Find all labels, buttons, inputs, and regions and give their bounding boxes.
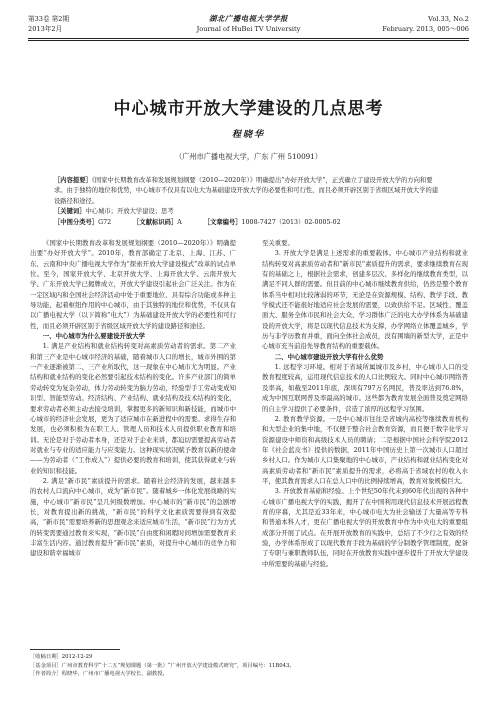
doc-code-label: ［文献标识码］ — [133, 218, 178, 226]
clc — [54, 218, 111, 228]
footnote-rule — [30, 649, 120, 650]
header-rule — [28, 38, 469, 39]
classification-row — [54, 218, 444, 228]
paragraph-2-1: 1. 远程学习环境。相对于省域所属城市及乡村，中心城市人口的受教育程度较高，运用现代信息技术的人口比例较大。同时中心城市网络普及率高，如截至2011年底，深圳有797万名网民，普及率达到76.8%，成为中国互联网普及率最高的城市。这些都为教育发展全面普及奠定网络的自主学习提供了必要条件，营造了浓厚的远程学习氛围。 — [262, 363, 468, 413]
clc-label: ［中图分类号］ — [54, 218, 99, 226]
section-heading-2: 二、中心城市建设开放大学有什么优势 — [274, 352, 384, 361]
doc-code — [133, 218, 182, 228]
footnotes — [30, 653, 470, 679]
paragraph-2-2: 2. 教育教学资源。一是中心城市往往是省城内高校等继续教育机构和大型企业的集中地，不仅便于整合社会教育资源，而且便于数字化学习资源建设中师资和高级技术人员的聘请；二是根据中国社会科学院2012年《社会蓝皮书》提供的数据，2011年中国历史上第一次城市人口超过乡村人口。作为城市人口集聚地的中心城市，产业结构和就业结构变化对高素质劳动者和“新市民”素质提升的需求，必将高于省域农村的收入水平，使其教育需求人口在总人口中的比例持续增高，教育对象规模巨大。 — [262, 414, 468, 485]
journal-name-cn: 湖北广播电视大学学报 — [209, 14, 288, 23]
paragraph-1-2: 2. 满足“新市民”素质提升的需求。随着社会经济的发展，越来越多的农村人口流向中心城市，成为“新市民”。随着城乡一体化发展战略的实施，中心城市“新市民”呈几何级数增加。中心城市的“新市民”的急剧增长，对教育提出新的挑战，“新市民”的科学文化素质需要得到有效提高，“新市民”需要培养新的思想观念来适应城市生活，“新市民”行为方式的转变需要通过教育来实现，“新市民”自由度和闲暇时间增加需要教育来丰富生活内容。通过教育提升“新市民”素质，对提升中心城市的竞争力和建设和谐幸福城市 — [30, 476, 236, 558]
issue-date: 2013年2月 — [28, 25, 63, 33]
paragraph-2-3: 3. 开放教育基础和经验。上个世纪50年代末到60年代出现的各种中心城市广播电视大学的实践，揭开了在中国利用现代信息技术开展远程教育的序幕，尤其是近33年来，中心城市电大为社会输送了大量高等专科和普通本科人才，更在广播电视大学的开放教育中作为中央电大的重要组成部分开展了试点。在开展开放教育的实践中，总结了不少行之有效的经验，办学体系形成了以现代教育手段为基础的学分制教学管理制度，配备了专职与兼职教师队伍，同时在开放教育实践中逐步提升了开放大学建设中所需要的基础与经验。 — [262, 487, 468, 568]
keywords — [54, 207, 444, 217]
abstract-label: ［内容提要］ — [54, 177, 92, 184]
section-heading-1: 一、中心城市为什么要建设开放大学 — [42, 332, 146, 341]
body-column-right — [262, 238, 468, 569]
author-bio: ［作者简介］程晓华，广州市广播电视大学校长，副教授。 — [30, 671, 168, 678]
paragraph-continued: 至关重要。 — [262, 239, 294, 247]
abstract — [54, 176, 444, 207]
volume-issue: 第33卷 第2期 — [28, 15, 70, 23]
paragraph-1-1: 1. 满足产业结构和就业结构转变对高素质劳动者的需求。第二产业和第三产业是中心城市经济的基础，随着城市人口的增长，城市外围的第一产业逐渐被第二、三产业所取代，这一现象在中心城市尤为明显。产业结构和就业结构的变化必然要引起技术结构的变化。许多产业部门的简单劳动转变为复杂劳动，体力劳动转变为脑力劳动，经验型手工劳动变成知识型、智能型劳动。经济结构、产业结构、就业结构及技术结构的变化，要求劳动者必须主动去接受培训，掌握更多的新知识和新技能，而城市中心城市的经济社会发展，更为了适应城市在新进程中的需要。求得生存和发展，也必须积极为在职工人、管理人员和技术人员提供职业教育和培训。无论是对于劳动者本身，还是对于企业来讲，都迫切需要提高劳动者对就业与专业的适应能力与应变能力。这种现实状况赋予教育以新的使命——为劳动者（“工作成人”）提供必要的教育和培训，使其获得就业与转业的知识和技能。 — [30, 342, 236, 475]
received-date: ［收稿日期］2012-12-29 — [30, 654, 93, 660]
header-rule-thin — [28, 40, 469, 41]
doc-code-value: A — [177, 218, 182, 226]
running-header — [28, 14, 469, 40]
date-pages-en: February. 2013, 005～006 — [382, 25, 469, 33]
volume-info-en — [382, 14, 469, 34]
abstract-block — [54, 176, 444, 228]
article-no-label: ［文章编号］ — [203, 218, 242, 226]
body-column-left — [30, 238, 236, 559]
intro-paragraph: 《国家中长期教育改革和发展规划纲要（2010—2020年）》明确提出要“办好开放大学”。2010年，教育部确定了北京、上海、江苏、广东、云南和中央广播电视大学作为“探索开放大学建设模式”改革的试点单位。至今，国家开放大学、北京开放大学、上海开放大学、云南开放大学、广东开放大学已揭牌成立，开放大学建设引起社会广泛关注。作为在一定区域内和全国社会经济活动中处于重要地位、具有综合功能或多种主导功能、起着枢纽作用的中心城市，由于其独特的地位和优势，不仅具有以广播电视大学（以下简称“电大”）为基础建设开放大学的必要性和可行性，而且必须开辟区别于省级区域开放大学的建设路径和途径。 — [30, 239, 236, 330]
author-affiliation: （广州市广播电视大学，广东 广州 510091） — [174, 152, 322, 161]
fund-project: ［基金项目］广州市教育科学“十二五”规划课题（第一批）“广州开放大学建设模式研究”，项目编号：11B043。 — [30, 662, 295, 669]
abstract-text: 《国家中长期教育改革和发展规划纲要（2010—2020年）》明确提出“办好开放大学”，正式确立了建设开放大学的方向和要求。由于独特的地位和优势，中心城市不仅具有以电大为基础建设开放大学的必要性和可行性，而且必须开辟区别于省级区域开放大学的建设路径和途径。 — [54, 177, 439, 205]
clc-value: G72 — [98, 218, 112, 226]
article-no — [204, 218, 341, 228]
author-name: 程晓华 — [231, 130, 265, 140]
journal-name-en: Journal of HuBei TV University — [196, 25, 301, 33]
paragraph-1-3: 3. 开放大学是满足上述需求的重要载体。中心城市产业结构和就业结构转变对高素质劳动者和“新市民”素质提升的需求，要求继续教育在现有的基础之上，根据社会需求，创建多层次、多样化的继续教育类型，以满足不同人群的需要。但目前的中心城市继续教育供给，仍然是整个教育体系当中相对比较薄弱的环节，无论是在资源规模、结构、教学手段、教学模式还不能很好地适应社会发展的需要，以致供给不足。区域性、覆盖面大、服务全体市民和社会大众、学习群体广泛的电大办学体系为基础建设的开放大学，将是以现代信息技术为支撑，办学网络立体覆盖城乡，学历与非学历教育并重，面向全体社会成员，没有围墙的新型大学，正是中心城市充当前沿先导教育结构的重要载体。 — [262, 249, 468, 351]
article-no-value: 1008-7427（2013）02-0005-02 — [241, 218, 341, 226]
article-title: 中心城市开放大学建设的几点思考 — [113, 99, 384, 119]
volume-en: Vol.33, No.2 — [428, 15, 469, 23]
keywords-text: 中心城市；开放大学建设；思考 — [85, 208, 174, 216]
keywords-label: ［关键词］ — [54, 208, 86, 216]
